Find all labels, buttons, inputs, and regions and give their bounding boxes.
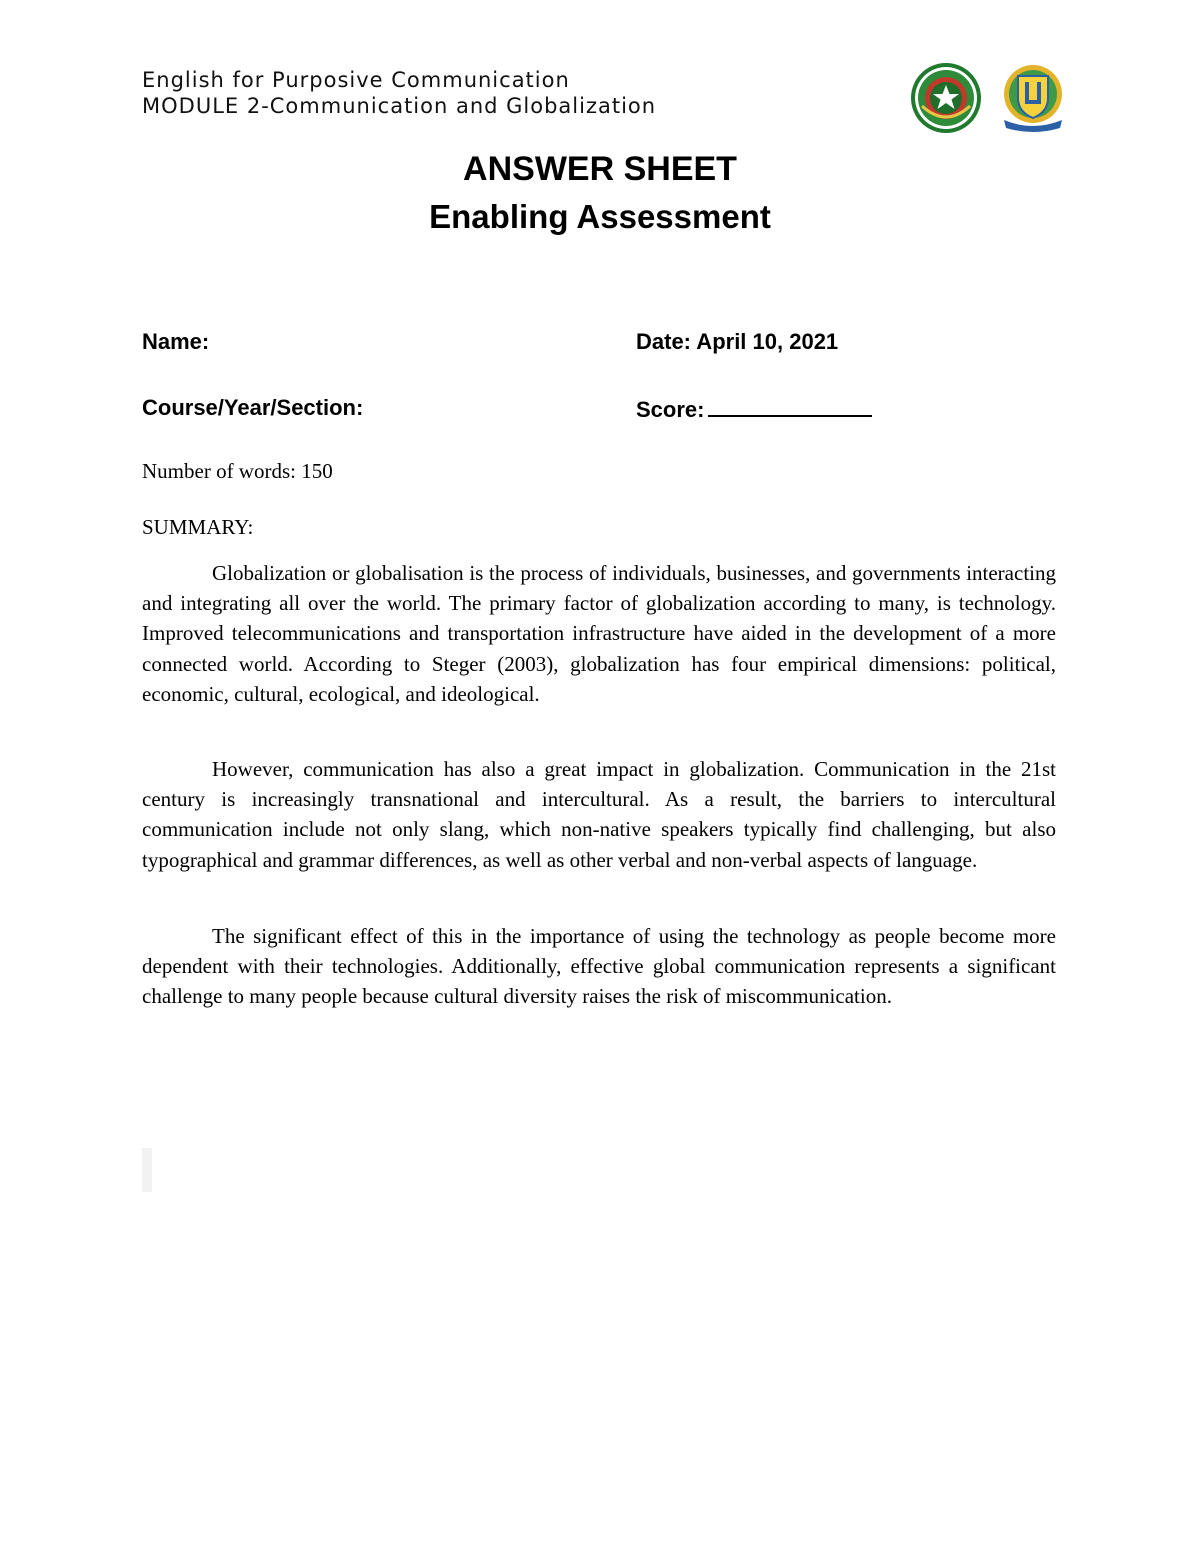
module-title: MODULE 2-Communication and Globalization bbox=[142, 94, 657, 118]
course-year-section-label: Course/Year/Section: bbox=[142, 395, 364, 420]
score-blank-line bbox=[708, 395, 872, 417]
score-field bbox=[636, 395, 872, 423]
score-label: Score: bbox=[636, 397, 705, 422]
summary-paragraph-1: Globalization or globalisation is the process of individuals, businesses, and governments interacting and integrating all over the world. The primary factor of globalization according to many, is technology. Improved telecommunications and transportation infrastructure have aided in the development of a more connected world. According to Steger (2003), globalization has four empirical dimensions: political, economic, cultural, ecological, and ideological. bbox=[142, 561, 1056, 706]
seal-logo-icon bbox=[910, 62, 982, 134]
faint-margin-mark bbox=[142, 1148, 152, 1192]
summary-paragraph-2: However, communication has also a great impact in globalization. Communication in the 21st century is increasingly transnational and intercultural. As a result, the barriers to intercultural communication include not only slang, which non-native speakers typically find challenging, but also typographical and grammar differences, as well as other verbal and non-verbal aspects of language. bbox=[142, 757, 1056, 872]
summary-paragraph-3: The significant effect of this in the importance of using the technology as people become more dependent with their technologies. Additionally, effective global communication represents a significant challenge to many people because cultural diversity raises the risk of miscommunication. bbox=[142, 924, 1056, 1009]
page-title: ANSWER SHEET bbox=[463, 150, 737, 188]
shield-logo-icon bbox=[1000, 64, 1066, 136]
summary-heading: SUMMARY: bbox=[142, 515, 254, 539]
date-field: Date: April 10, 2021 bbox=[636, 329, 839, 354]
name-label: Name: bbox=[142, 329, 210, 354]
course-title: English for Purposive Communication bbox=[142, 68, 570, 92]
page-subtitle: Enabling Assessment bbox=[429, 198, 771, 235]
word-count: Number of words: 150 bbox=[142, 459, 333, 483]
